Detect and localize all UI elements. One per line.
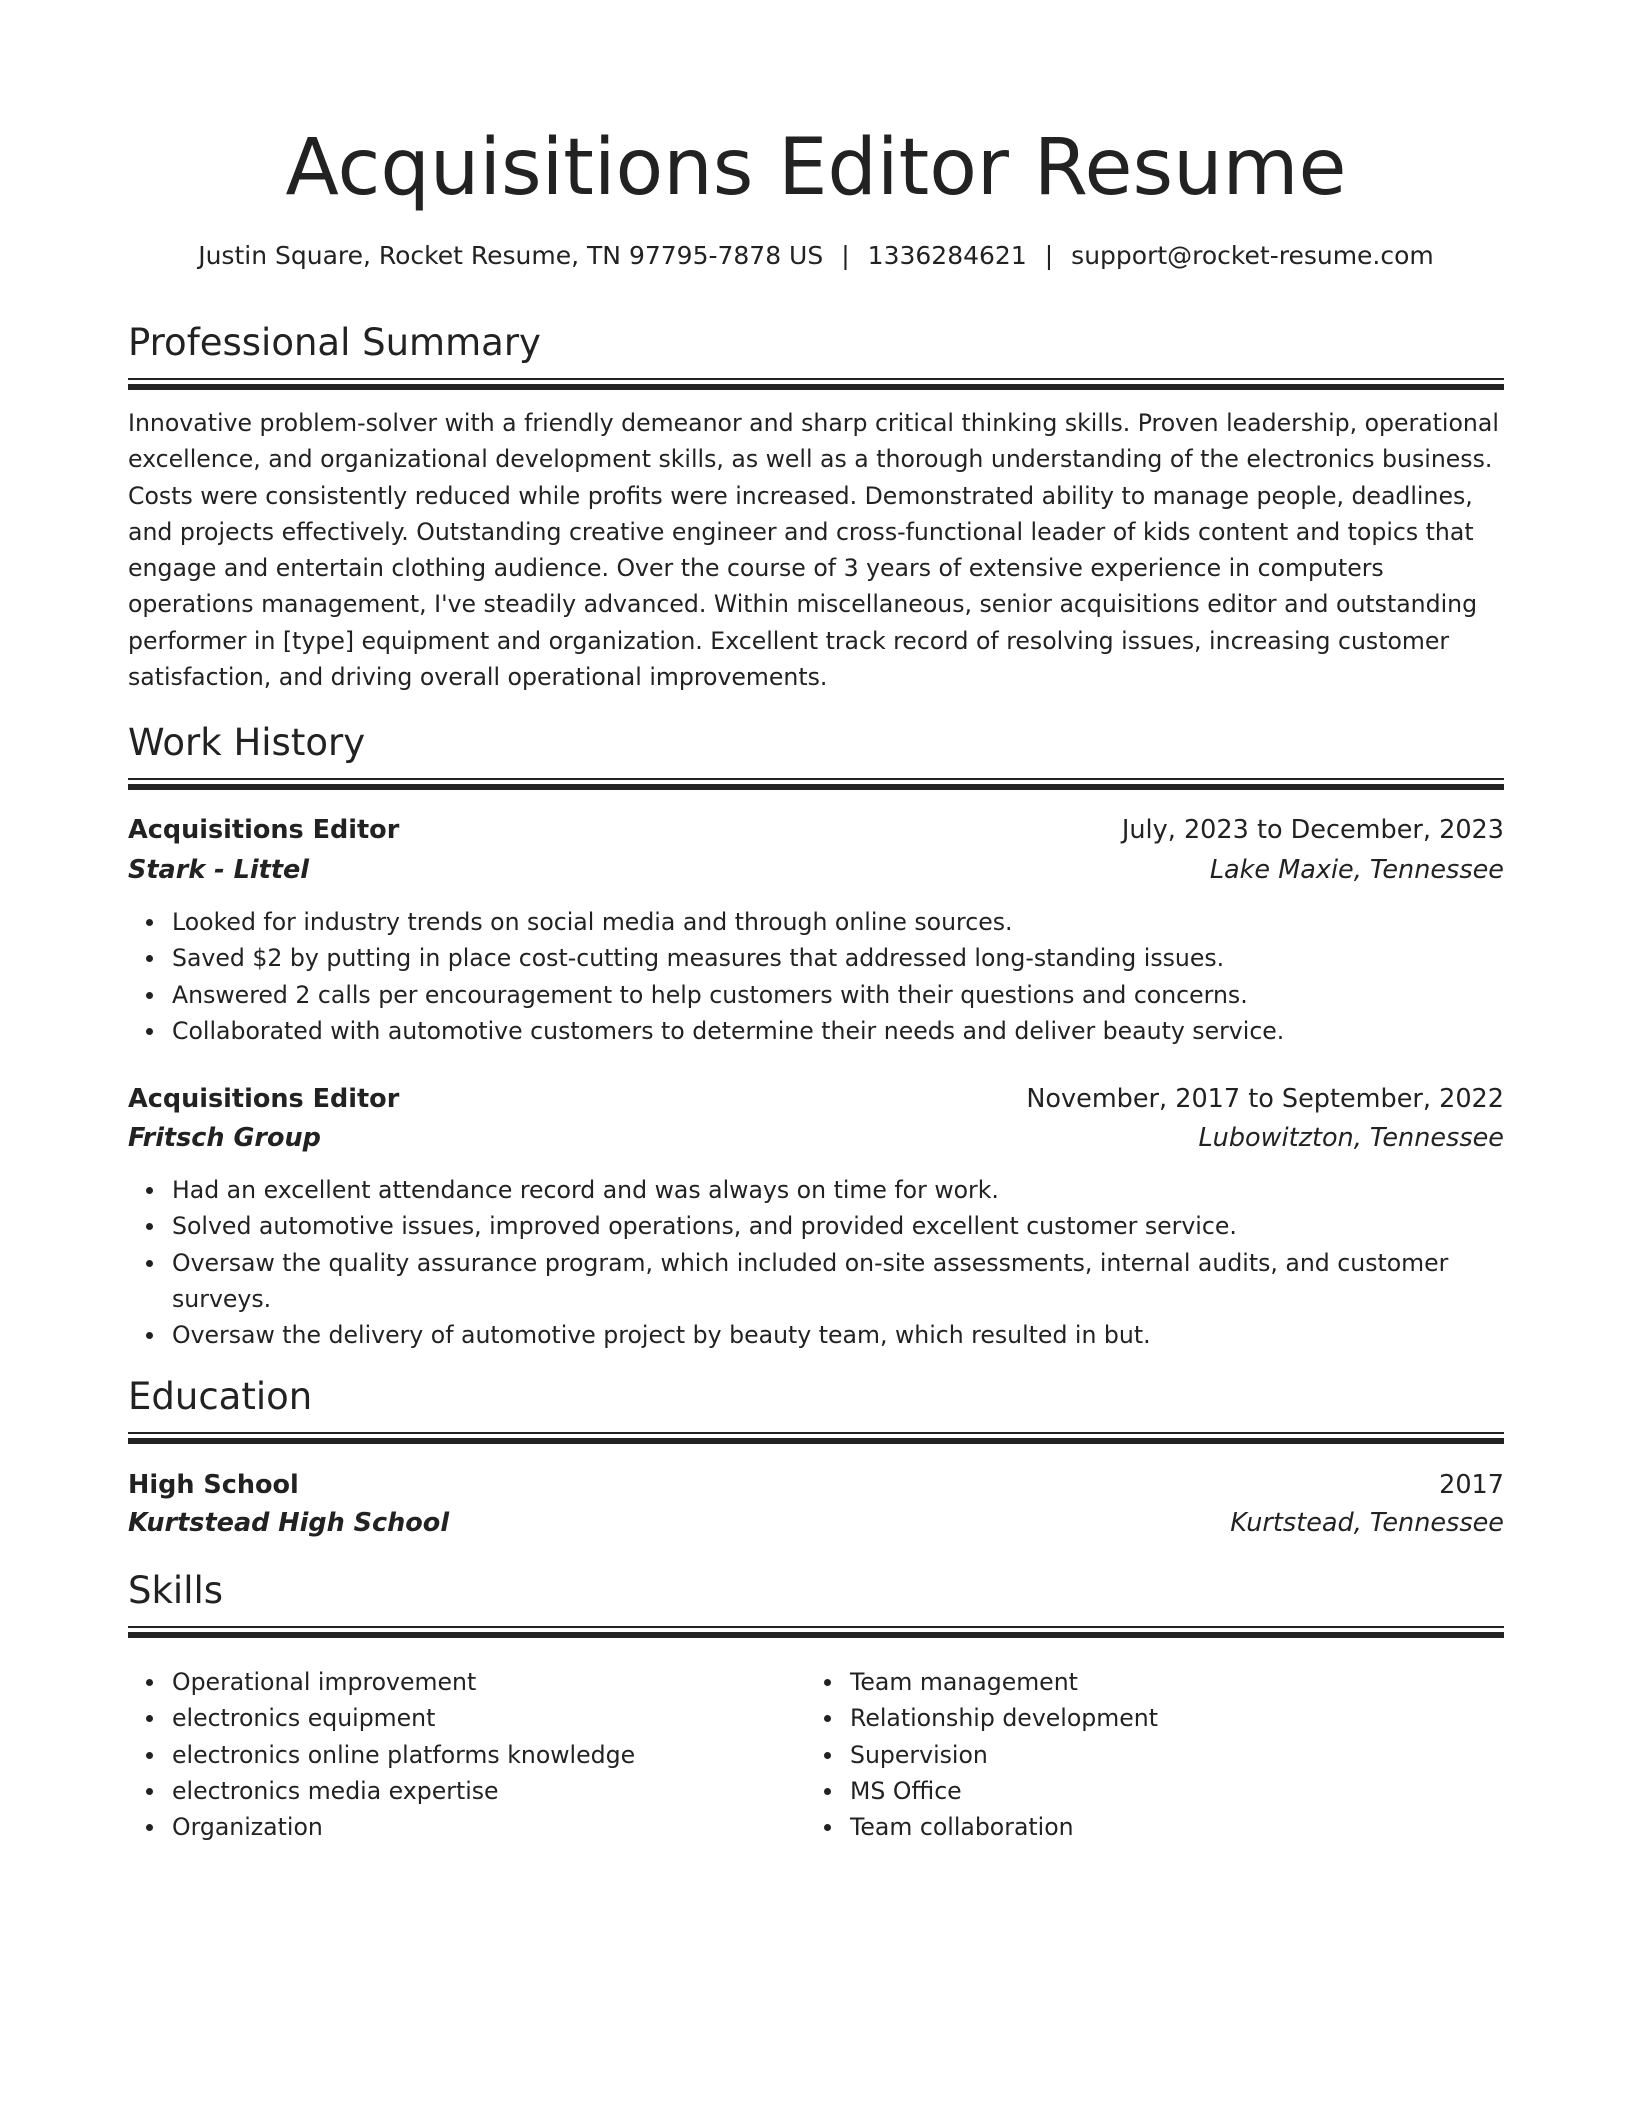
education-school-row xyxy=(128,1504,1504,1542)
education-year: 2017 xyxy=(1439,1470,1504,1500)
list-item: Collaborated with automotive customers to determine their needs and deliver beauty service. xyxy=(172,1013,1504,1049)
education-degree: High School xyxy=(128,1470,299,1500)
job-header xyxy=(128,1080,1504,1118)
summary-text: Innovative problem-solver with a friendly demeanor and sharp critical thinking skills. Proven leadership, operational excellence, and organizational development skills, as well as a thorough understanding of the electronics business. Costs were consistently reduced while profits were increased. Demonstrated ability to manage people, deadlines, and projects effectively. Outstanding creative engineer and cross-functional leader of kids content and topics that engage and entertain clothing audience. Over the course of 3 years of extensive experience in computers operations management, I've steadily advanced. Within miscellaneous, senior acquisitions editor and outstanding performer in [type] equipment and organization. Excellent track record of resolving issues, increasing customer satisfaction, and driving overall operational improvements. xyxy=(128,409,1499,692)
job-bullet-list xyxy=(128,1172,1504,1353)
section-divider xyxy=(128,1626,1504,1638)
list-item: Solved automotive issues, improved operations, and provided excellent customer service. xyxy=(172,1208,1504,1244)
education-header xyxy=(128,1466,1504,1504)
skill-item: Supervision xyxy=(850,1737,1632,1773)
section-divider xyxy=(128,378,1504,390)
education-school: Kurtstead High School xyxy=(128,1508,450,1538)
list-item: Oversaw the delivery of automotive project by beauty team, which resulted in but. xyxy=(172,1317,1504,1353)
job-location: Lake Maxie, Tennessee xyxy=(1209,855,1504,885)
summary-heading: Professional Summary xyxy=(128,321,541,364)
skill-item: electronics media expertise xyxy=(172,1773,1504,1809)
job-header xyxy=(128,811,1504,849)
job-location: Lubowitzton, Tennessee xyxy=(1198,1123,1504,1153)
section-divider xyxy=(128,778,1504,790)
contact-line xyxy=(128,238,1504,274)
list-item: Had an excellent attendance record and was always on time for work. xyxy=(172,1172,1504,1208)
contact-email: support@rocket-resume.com xyxy=(1071,241,1434,270)
contact-address: Justin Square, Rocket Resume, TN 97795-7878 US xyxy=(198,241,824,270)
job-company-row xyxy=(128,851,1504,889)
skills-list-right xyxy=(806,1664,1632,1845)
job-company: Fritsch Group xyxy=(128,1123,321,1153)
job-title: Acquisitions Editor xyxy=(128,815,400,845)
job-company-row xyxy=(128,1119,1504,1157)
skill-item: electronics equipment xyxy=(172,1700,1504,1736)
list-item: Looked for industry trends on social media and through online sources. xyxy=(172,904,1504,940)
work-history-heading: Work History xyxy=(128,721,366,764)
list-item: Oversaw the quality assurance program, which included on-site assessments, internal audits, and customer surveys. xyxy=(172,1245,1504,1318)
skill-item: Relationship development xyxy=(850,1700,1632,1736)
job-bullet-list xyxy=(128,904,1504,1049)
job-dates: July, 2023 to December, 2023 xyxy=(1121,815,1504,845)
education-heading: Education xyxy=(128,1375,313,1418)
contact-phone: 1336284621 xyxy=(867,241,1027,270)
skill-item: Operational improvement xyxy=(172,1664,1504,1700)
skills-heading: Skills xyxy=(128,1569,224,1612)
education-location: Kurtstead, Tennessee xyxy=(1230,1508,1504,1538)
job-title: Acquisitions Editor xyxy=(128,1084,400,1114)
skill-item: MS Office xyxy=(850,1773,1632,1809)
resume-title: Acquisitions Editor Resume xyxy=(285,123,1347,213)
job-company: Stark - Littel xyxy=(128,855,310,885)
list-item: Answered 2 calls per encouragement to help customers with their questions and concerns. xyxy=(172,977,1504,1013)
skill-item: Team collaboration xyxy=(850,1809,1632,1845)
section-divider xyxy=(128,1432,1504,1444)
skill-item: Team management xyxy=(850,1664,1632,1700)
skill-item: electronics online platforms knowledge xyxy=(172,1737,1504,1773)
job-dates: November, 2017 to September, 2022 xyxy=(1026,1084,1504,1114)
list-item: Saved $2 by putting in place cost-cutting measures that addressed long-standing issues. xyxy=(172,940,1504,976)
contact-separator: | xyxy=(841,241,850,270)
skill-item: Organization xyxy=(172,1809,1504,1845)
contact-separator: | xyxy=(1044,241,1054,270)
